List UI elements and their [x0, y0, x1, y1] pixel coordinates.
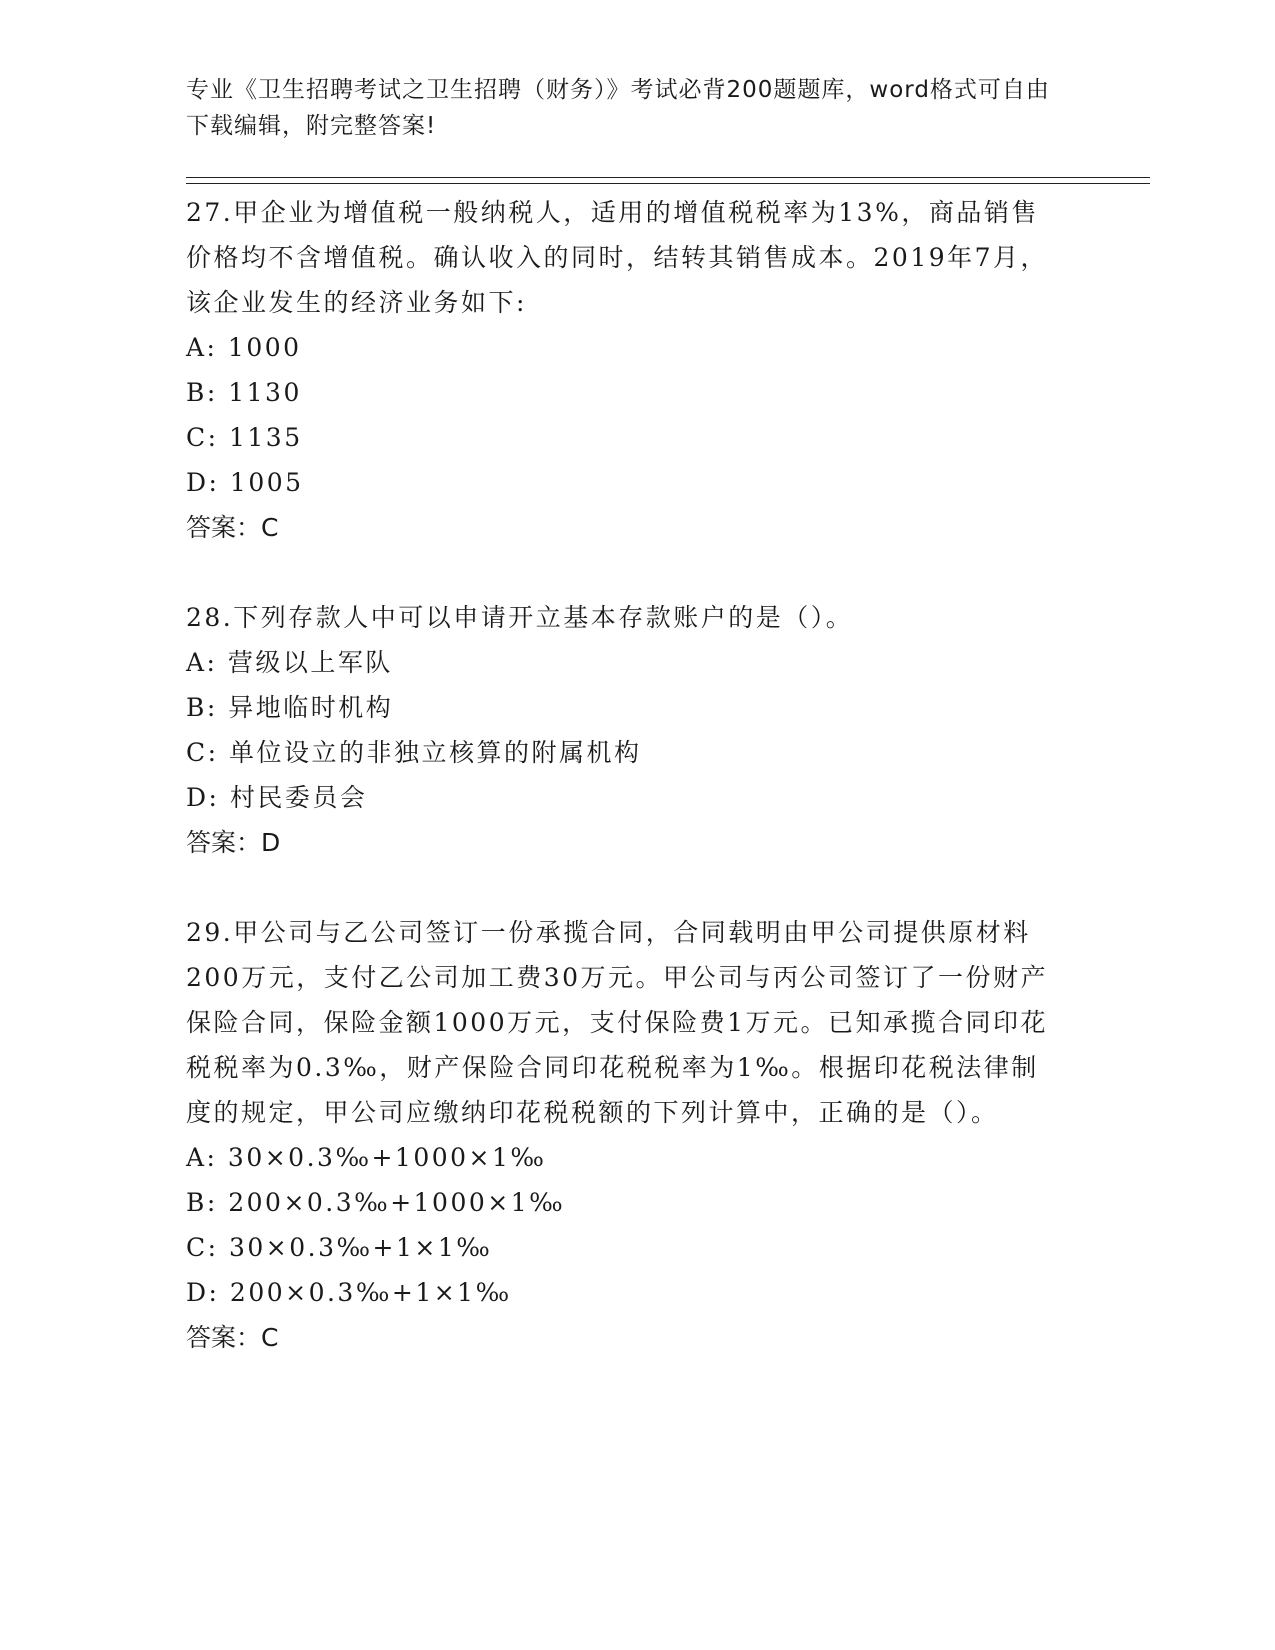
question-spacer [186, 865, 1066, 910]
option-d: D: 200×0.3‰+1×1‰ [186, 1278, 512, 1307]
option-a: A: 30×0.3‰+1000×1‰ [186, 1143, 547, 1172]
header-divider-top [186, 177, 1150, 178]
question-29 [186, 910, 1066, 1360]
option-b: B: 1130 [186, 378, 302, 407]
question-stem: 28.下列存款人中可以申请开立基本存款账户的是（）。 [186, 603, 854, 632]
question-answer: 答案：C [186, 1323, 279, 1352]
question-27 [186, 190, 1066, 550]
question-stem: 27.甲企业为增值税一般纳税人，适用的增值税税率为13%，商品销售价格均不含增值税。确认收入的同时，结转其销售成本。2019年7月，该企业发生的经济业务如下: [186, 198, 1049, 317]
option-a: A: 营级以上军队 [186, 648, 393, 677]
option-c: C: 1135 [186, 423, 303, 452]
question-list [186, 190, 1066, 1360]
question-stem: 29.甲公司与乙公司签订一份承揽合同，合同载明由甲公司提供原材料200万元，支付乙公司加工费30万元。甲公司与丙公司签订了一份财产保险合同，保险金额1000万元，支付保险费1万元。已知承揽合同印花税税率为0.3‰，财产保险合同印花税税率为1‰。根据印花税法律制度的规定，甲公司应缴纳印花税税额的下列计算中，正确的是（）。 [186, 918, 1049, 1127]
question-answer: 答案：D [186, 828, 281, 857]
option-d: D: 1005 [186, 468, 304, 497]
option-d: D: 村民委员会 [186, 783, 368, 812]
option-a: A: 1000 [186, 333, 302, 362]
option-c: C: 30×0.3‰+1×1‰ [186, 1233, 493, 1262]
document-header: 专业《卫生招聘考试之卫生招聘（财务）》考试必背200题题库，word格式可自由下载编辑，附完整答案! [186, 77, 1050, 139]
option-b: B: 异地临时机构 [186, 693, 394, 722]
option-b: B: 200×0.3‰+1000×1‰ [186, 1188, 566, 1217]
question-28 [186, 595, 1066, 865]
question-spacer [186, 550, 1066, 595]
option-c: C: 单位设立的非独立核算的附属机构 [186, 738, 642, 767]
header-divider-bottom [186, 183, 1150, 184]
question-answer: 答案：C [186, 513, 279, 542]
